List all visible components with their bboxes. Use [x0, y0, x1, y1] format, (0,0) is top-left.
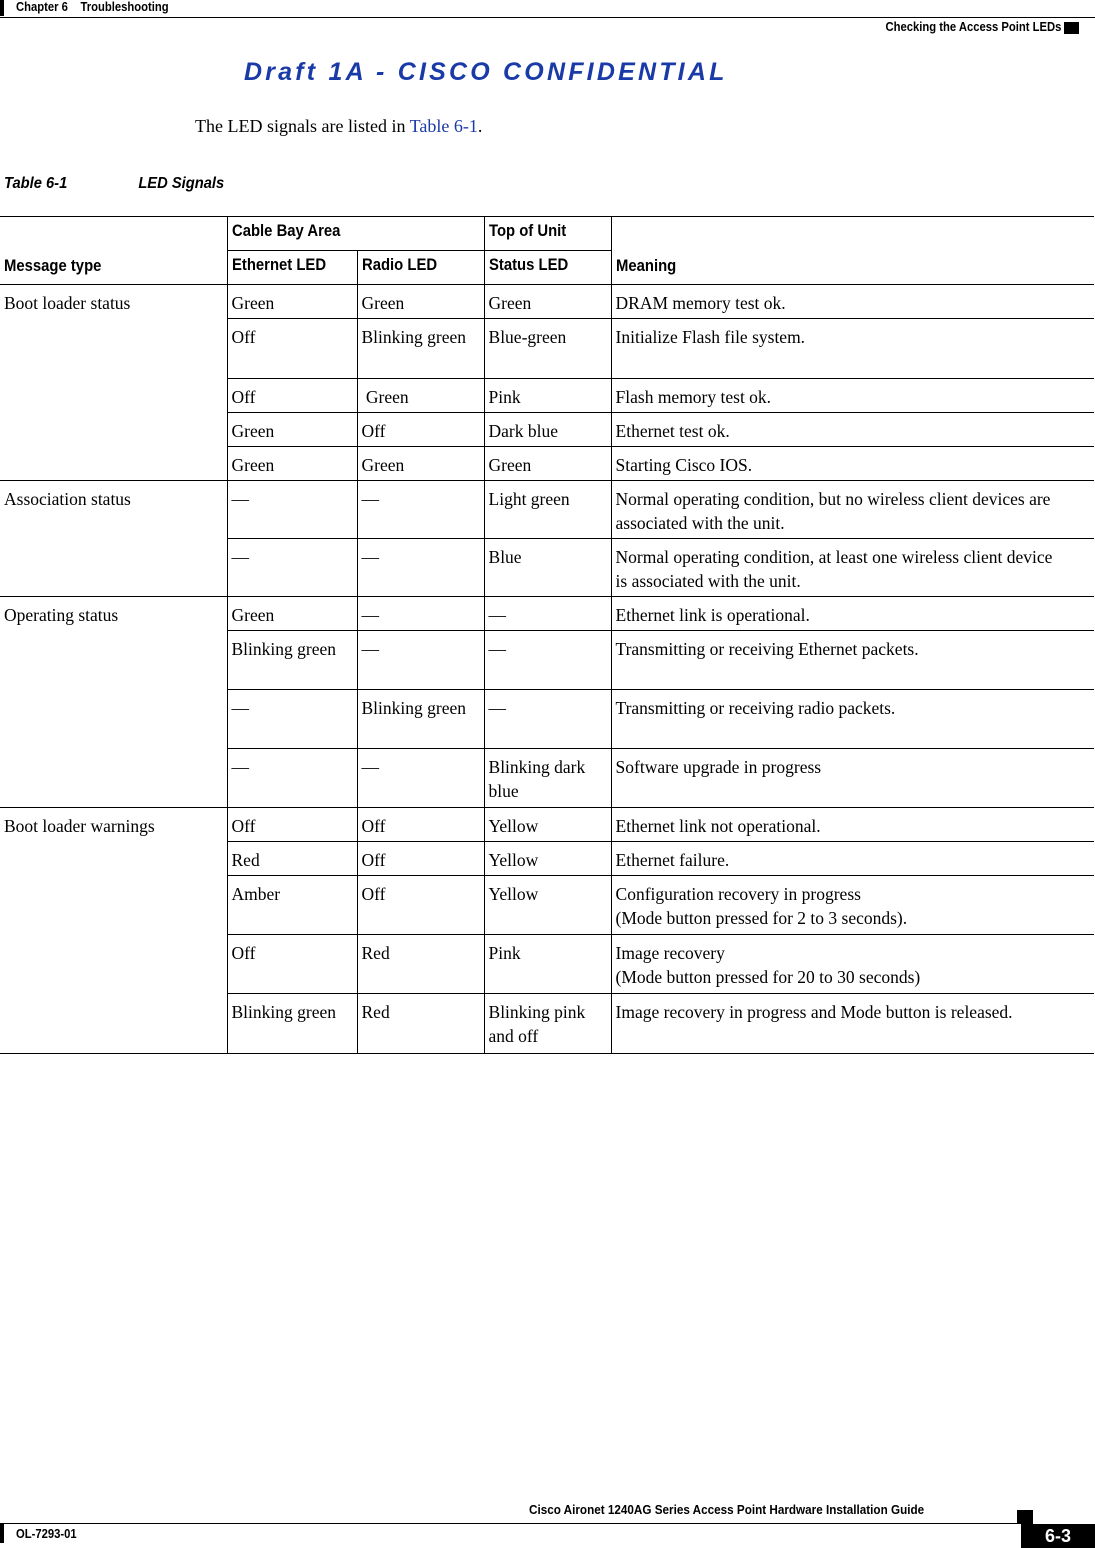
radio-led-cell: — — [357, 631, 484, 690]
status-led-cell: Blinking dark blue — [484, 749, 611, 808]
status-led-cell: Pink — [484, 935, 611, 994]
intro-text: The LED signals are listed in — [195, 116, 410, 136]
ethernet-led-cell: Green — [227, 597, 357, 631]
message-type-cell: Operating status — [0, 597, 227, 808]
message-type-cell: Association status — [0, 481, 227, 597]
header-top-of-unit: Top of Unit — [484, 217, 611, 251]
ethernet-led-cell: — — [227, 690, 357, 749]
radio-led-cell: Red — [357, 994, 484, 1054]
ethernet-led-cell: Off — [227, 319, 357, 379]
radio-led-cell: Off — [357, 842, 484, 876]
table-caption-number: Table 6-1 — [4, 175, 68, 192]
status-led-cell: Green — [484, 447, 611, 481]
header-cable-bay-area: Cable Bay Area — [227, 217, 484, 251]
radio-led-cell: Green — [357, 447, 484, 481]
status-led-cell: — — [484, 690, 611, 749]
header-marker — [0, 0, 4, 16]
ethernet-led-cell: — — [227, 539, 357, 597]
meaning-cell — [611, 876, 1094, 935]
status-led-cell: Yellow — [484, 808, 611, 842]
table-row — [0, 481, 1094, 539]
header-message-type: Message type — [0, 217, 227, 285]
message-type-cell: Boot loader warnings — [0, 808, 227, 1054]
radio-led-cell: Green — [357, 379, 484, 413]
status-led-cell: Dark blue — [484, 413, 611, 447]
meaning-cell — [611, 935, 1094, 994]
table-caption-title: LED Signals — [138, 175, 225, 192]
ethernet-led-cell: — — [227, 749, 357, 808]
header-rule — [0, 17, 1095, 18]
meaning-cell: Ethernet test ok. — [611, 413, 1094, 447]
meaning-line-detail: (Mode button pressed for 20 to 30 seconds) — [615, 967, 921, 987]
chapter-number: Chapter 6 — [16, 0, 68, 14]
confidential-watermark: Draft 1A - CISCO CONFIDENTIAL — [244, 58, 728, 86]
radio-led-cell: Off — [357, 808, 484, 842]
ethernet-led-cell: — — [227, 481, 357, 539]
doc-number: OL-7293-01 — [16, 1527, 77, 1541]
meaning-cell: Ethernet link not operational. — [611, 808, 1094, 842]
meaning-cell: Normal operating condition, but no wireless client devices are associated with the unit. — [611, 481, 1094, 539]
table-row — [0, 597, 1094, 631]
meaning-line: Image recovery — [615, 943, 725, 963]
chapter-title: Troubleshooting — [80, 0, 169, 14]
radio-led-cell: — — [357, 749, 484, 808]
radio-led-cell: Off — [357, 413, 484, 447]
ethernet-led-cell: Green — [227, 413, 357, 447]
meaning-cell: Transmitting or receiving Ethernet packets. — [611, 631, 1094, 690]
status-led-cell: Pink — [484, 379, 611, 413]
status-led-cell: Blinking pink and off — [484, 994, 611, 1054]
status-led-cell: — — [484, 631, 611, 690]
ethernet-led-cell: Blinking green — [227, 994, 357, 1054]
radio-led-cell: Blinking green — [357, 690, 484, 749]
status-led-cell: Yellow — [484, 876, 611, 935]
status-led-cell: Green — [484, 285, 611, 319]
footer-rule — [0, 1523, 1021, 1524]
chapter-header — [16, 0, 181, 14]
status-led-cell: — — [484, 597, 611, 631]
radio-led-cell: — — [357, 597, 484, 631]
table-row — [0, 808, 1094, 842]
guide-title: Cisco Aironet 1240AG Series Access Point Hardware Installation Guide — [529, 1502, 925, 1517]
status-led-cell: Yellow — [484, 842, 611, 876]
ethernet-led-cell: Amber — [227, 876, 357, 935]
section-title: Checking the Access Point LEDs — [885, 20, 1061, 34]
header-status-led: Status LED — [484, 251, 611, 285]
meaning-line-detail: (Mode button pressed for 2 to 3 seconds). — [615, 908, 908, 928]
status-led-cell: Light green — [484, 481, 611, 539]
meaning-cell: Flash memory test ok. — [611, 379, 1094, 413]
header-ethernet-led: Ethernet LED — [227, 251, 357, 285]
led-signals-table — [0, 216, 1094, 1054]
meaning-cell: Software upgrade in progress — [611, 749, 1094, 808]
ethernet-led-cell: Off — [227, 379, 357, 413]
status-led-cell: Blue — [484, 539, 611, 597]
message-type-cell: Boot loader status — [0, 285, 227, 481]
radio-led-cell: Blinking green — [357, 319, 484, 379]
intro-paragraph — [195, 116, 482, 137]
table-xref-link[interactable]: Table 6-1 — [409, 116, 478, 136]
header-meaning: Meaning — [611, 217, 1094, 285]
table-caption — [4, 175, 224, 193]
meaning-cell: Ethernet link is operational. — [611, 597, 1094, 631]
ethernet-led-cell: Green — [227, 285, 357, 319]
intro-period: . — [477, 116, 483, 136]
ethernet-led-cell: Red — [227, 842, 357, 876]
radio-led-cell: — — [357, 539, 484, 597]
page-number: 6-3 — [1021, 1524, 1095, 1548]
meaning-cell: Transmitting or receiving radio packets. — [611, 690, 1094, 749]
meaning-cell: Normal operating condition, at least one wireless client device is associated with the unit. — [611, 539, 1094, 597]
radio-led-cell: Off — [357, 876, 484, 935]
meaning-cell: Ethernet failure. — [611, 842, 1094, 876]
meaning-cell: Initialize Flash file system. — [611, 319, 1094, 379]
radio-led-cell: Red — [357, 935, 484, 994]
table-row — [0, 285, 1094, 319]
footer-marker — [0, 1523, 4, 1543]
ethernet-led-cell: Green — [227, 447, 357, 481]
ethernet-led-cell: Off — [227, 808, 357, 842]
meaning-cell: Starting Cisco IOS. — [611, 447, 1094, 481]
status-led-cell: Blue-green — [484, 319, 611, 379]
radio-led-cell: — — [357, 481, 484, 539]
footer-block — [1017, 1510, 1033, 1524]
header-radio-led: Radio LED — [357, 251, 484, 285]
meaning-line: Configuration recovery in progress — [615, 884, 861, 904]
meaning-cell: Image recovery in progress and Mode button is released. — [611, 994, 1094, 1054]
ethernet-led-cell: Blinking green — [227, 631, 357, 690]
meaning-cell: DRAM memory test ok. — [611, 285, 1094, 319]
header-block — [1064, 22, 1079, 34]
ethernet-led-cell: Off — [227, 935, 357, 994]
radio-led-cell: Green — [357, 285, 484, 319]
